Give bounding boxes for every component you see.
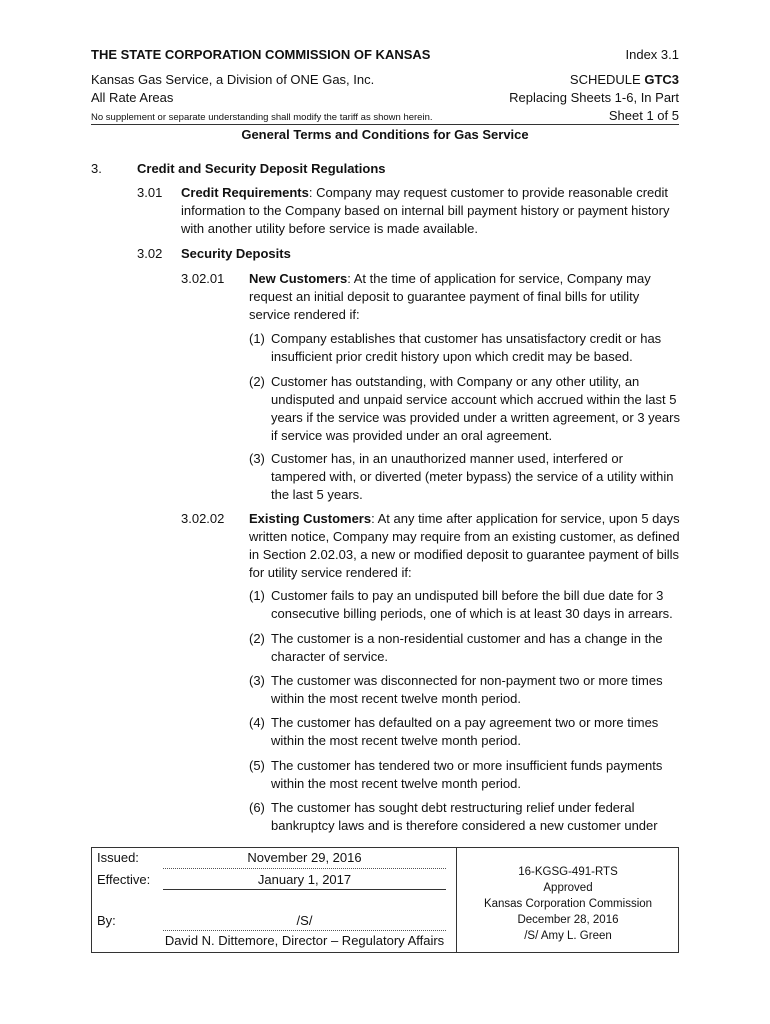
existing-customers-item-6 [249, 799, 681, 835]
existing-customers-item-5 [249, 757, 681, 793]
item-number: (3) [249, 673, 265, 688]
new-customers-item-1 [249, 330, 681, 366]
commission-name: THE STATE CORPORATION COMMISSION OF KANSAS [91, 47, 431, 62]
approval-date: December 28, 2016 [517, 914, 619, 926]
new-customers-paragraph [249, 270, 681, 324]
approval-commission: Kansas Corporation Commission [483, 898, 653, 910]
item-number: (3) [249, 451, 265, 466]
issued-label: Issued: [97, 850, 139, 865]
subsection-number-3-01: 3.01 [137, 185, 163, 200]
new-customers-item-2 [249, 373, 681, 445]
credit-requirements-text: : Company may request customer to provide reasonable credit information to the Company based on internal bill payment history or payment history with another utility before service is made available. [181, 185, 670, 236]
signature: /S/ [296, 913, 313, 928]
subsection-number-3-02-02: 3.02.02 [181, 511, 225, 526]
new-customers-text: : At the time of application for service, Company may request an initial deposit to guarantee payment of final bills for utility service rendered if: [249, 271, 651, 322]
schedule-prefix: SCHEDULE [569, 72, 645, 87]
item-number: (5) [249, 758, 265, 773]
existing-customers-item-2 [249, 630, 681, 666]
item-number: (4) [249, 715, 265, 730]
item-text: The customer was disconnected for non-payment two or more times within the most recent twelve month period. [271, 673, 663, 706]
by-label: By: [97, 913, 116, 928]
item-text: The customer has tendered two or more insufficient funds payments within the most recent twelve month period. [271, 758, 663, 791]
signatory-name: David N. Dittemore, Director – Regulatory Affairs [164, 933, 445, 948]
effective-label: Effective: [97, 872, 151, 887]
schedule-label [570, 72, 679, 87]
company-name: Kansas Gas Service, a Division of ONE Gas, Inc. [91, 72, 375, 87]
subsection-number-3-02-01: 3.02.01 [181, 271, 225, 286]
item-number: (1) [249, 331, 265, 346]
item-number: (2) [249, 631, 265, 646]
index-number: Index 3.1 [625, 47, 679, 62]
new-customers-item-3 [249, 450, 681, 504]
document-title: General Terms and Conditions for Gas Service [241, 127, 529, 142]
rate-areas: All Rate Areas [91, 90, 174, 105]
approval-signature: /S/ Amy L. Green [524, 930, 612, 942]
existing-customers-paragraph [249, 510, 681, 582]
section-title: Credit and Security Deposit Regulations [137, 161, 386, 176]
item-text: Customer has, in an unauthorized manner used, interfered or tampered with, or diverted (meter bypass) the service of a utility within the last 5 years. [271, 451, 674, 502]
issued-date: November 29, 2016 [247, 850, 362, 865]
new-customers-label: New Customers [249, 271, 348, 286]
sheet-number: Sheet 1 of 5 [608, 108, 679, 123]
subsection-number-3-02: 3.02 [137, 246, 163, 261]
schedule-code: GTC3 [644, 72, 679, 87]
replacing-sheets: Replacing Sheets 1-6, In Part [509, 90, 679, 105]
effective-date: January 1, 2017 [257, 872, 352, 887]
credit-requirements-paragraph [181, 184, 681, 238]
section-number: 3. [91, 161, 102, 176]
existing-customers-item-3 [249, 672, 681, 708]
item-text: The customer is a non-residential customer and has a change in the character of service. [271, 631, 663, 664]
item-text: Company establishes that customer has unsatisfactory credit or has insufficient prior credit history upon which credit may be based. [271, 331, 662, 364]
existing-customers-label: Existing Customers [249, 511, 372, 526]
item-text: Customer fails to pay an undisputed bill before the bill due date for 3 consecutive billing periods, one of which is at least 30 days in arrears. [271, 588, 673, 621]
item-text: The customer has defaulted on a pay agreement two or more times within the most recent twelve month period. [271, 715, 659, 748]
approval-docket: 16-KGSG-491-RTS [518, 866, 618, 878]
existing-customers-text: : At any time after application for service, upon 5 days written notice, Company may require from an existing customer, as defined in Section 2.02.03, a new or modified deposit to guarantee payment of bills for utility service rendered if: [249, 511, 680, 580]
item-number: (1) [249, 588, 265, 603]
header-divider [91, 124, 679, 125]
existing-customers-item-4 [249, 714, 681, 750]
credit-requirements-label: Credit Requirements [181, 185, 309, 200]
issued-line [163, 868, 446, 869]
item-text: Customer has outstanding, with Company or any other utility, an undisputed and unpaid service account which accrued within the last 5 years if the service was provided under a written agreement, or 3 years if service was provided under an oral agreement. [271, 374, 680, 443]
item-text: The customer has sought debt restructuring relief under federal bankruptcy laws and is therefore considered a new customer under [271, 800, 658, 833]
item-number: (2) [249, 374, 265, 389]
item-number: (6) [249, 800, 265, 815]
approval-status: Approved [543, 882, 593, 894]
tariff-disclaimer: No supplement or separate understanding shall modify the tariff as shown herein. [91, 112, 433, 123]
effective-line [163, 889, 446, 890]
security-deposits-title: Security Deposits [181, 246, 291, 261]
signature-line [163, 930, 446, 931]
existing-customers-item-1 [249, 587, 681, 623]
